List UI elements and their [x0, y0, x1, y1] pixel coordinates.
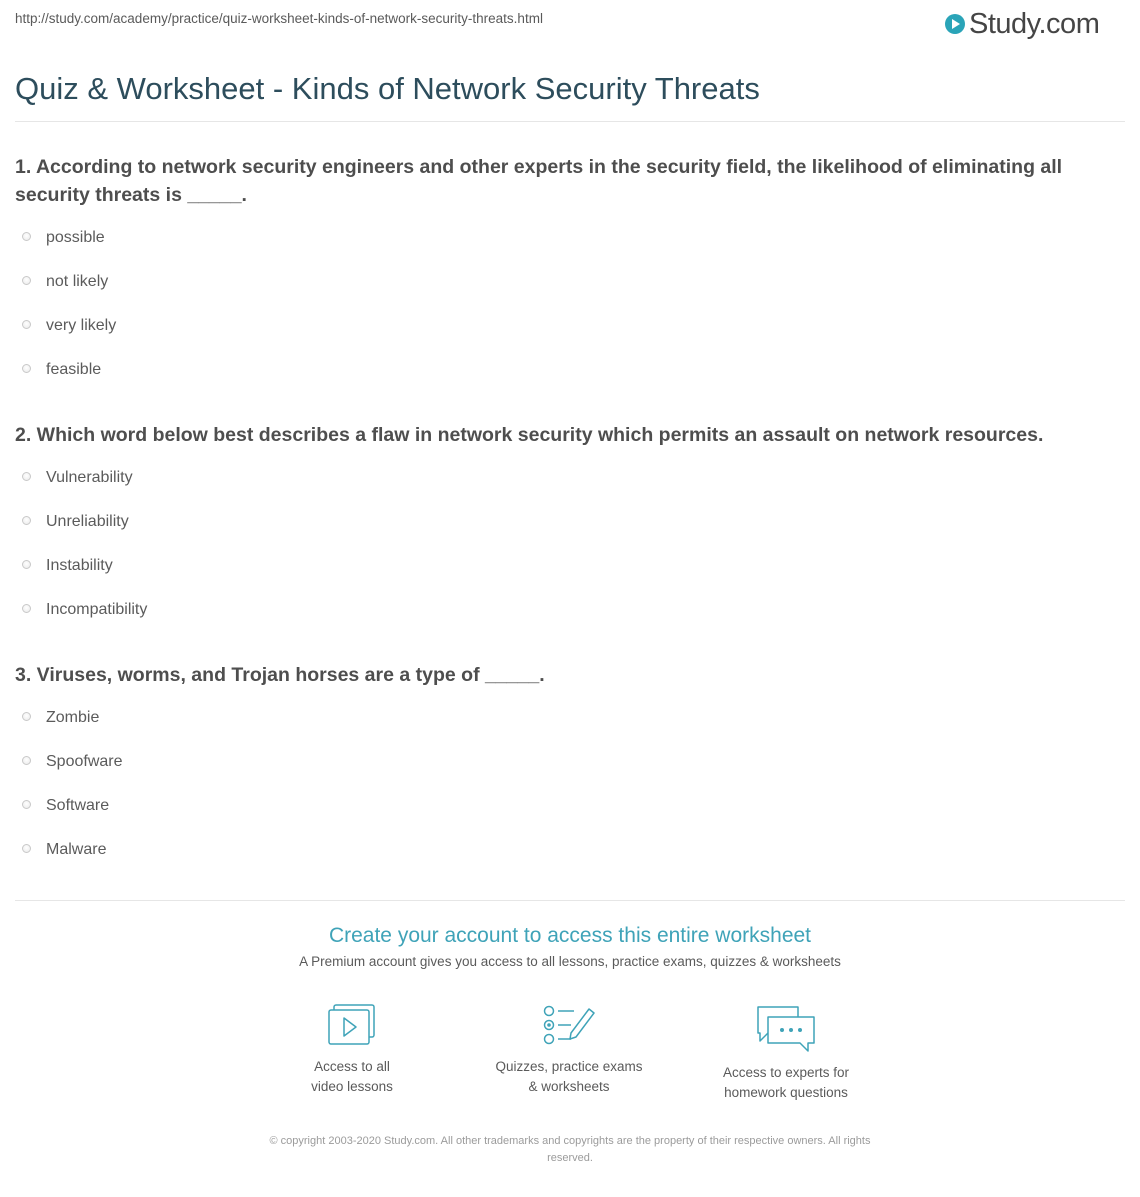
option-q1-b[interactable]	[22, 271, 108, 293]
cta-title-link[interactable]: Create your account to access this entire worksheet	[328, 924, 812, 947]
feature-video-lessons	[242, 1003, 462, 1097]
option-q1-a[interactable]	[22, 227, 105, 249]
logo-text: Study.com	[969, 8, 1100, 40]
feature-label: Access to all video lessons	[311, 1059, 393, 1094]
option-q3-a[interactable]	[22, 707, 99, 729]
page-title: Quiz & Worksheet - Kinds of Network Security Threats	[15, 71, 760, 106]
option-label: not likely	[46, 273, 109, 290]
cta-subtitle: A Premium account gives you access to all lessons, practice exams, quizzes & worksheets	[299, 954, 841, 969]
option-label: Zombie	[46, 709, 100, 726]
option-q3-d[interactable]	[22, 839, 106, 861]
option-label: possible	[46, 229, 105, 246]
option-label: Unreliability	[46, 513, 129, 530]
radio-button[interactable]	[22, 320, 31, 329]
option-q3-b[interactable]	[22, 751, 123, 773]
radio-button[interactable]	[22, 364, 31, 373]
option-q1-d[interactable]	[22, 359, 101, 381]
option-q2-b[interactable]	[22, 511, 129, 533]
option-q1-c[interactable]	[22, 315, 116, 337]
option-label: Software	[46, 797, 110, 814]
question-2: 2. Which word below best describes a flaw in network security which permits an assault on network resources.	[15, 424, 1044, 446]
question-3: 3. Viruses, worms, and Trojan horses are a type of _____.	[15, 664, 545, 686]
radio-button[interactable]	[22, 472, 31, 481]
feature-experts	[676, 1003, 896, 1103]
option-label: Incompatibility	[46, 601, 148, 618]
feature-label: Access to experts for homework questions	[722, 1065, 850, 1100]
study-logo[interactable]	[944, 8, 1099, 40]
option-label: Instability	[46, 557, 113, 574]
option-label: Spoofware	[46, 753, 123, 770]
radio-button[interactable]	[22, 712, 31, 721]
option-q3-c[interactable]	[22, 795, 109, 817]
option-q2-c[interactable]	[22, 555, 113, 577]
option-q2-a[interactable]	[22, 467, 133, 489]
radio-button[interactable]	[22, 232, 31, 241]
quiz-checklist-icon	[541, 1003, 597, 1049]
page-url: http://study.com/academy/practice/quiz-worksheet-kinds-of-network-security-threats.html	[15, 11, 543, 26]
feature-label: Quizzes, practice exams & worksheets	[495, 1059, 643, 1094]
play-logo-icon	[944, 13, 966, 35]
radio-button[interactable]	[22, 276, 31, 285]
option-label: Vulnerability	[46, 469, 133, 486]
option-label: feasible	[46, 361, 102, 378]
radio-button[interactable]	[22, 516, 31, 525]
divider	[15, 121, 1125, 122]
option-label: very likely	[46, 317, 117, 334]
question-1: 1. According to network security engineers and other experts in the security field, the likelihood of eliminating all security threats is _____.	[15, 156, 1063, 206]
option-q2-d[interactable]	[22, 599, 147, 621]
option-label: Malware	[46, 841, 107, 858]
chat-experts-icon	[754, 1003, 818, 1055]
copyright-footer: © copyright 2003-2020 Study.com. All other trademarks and copyrights are the property of their respective owners. All rights reserved.	[269, 1135, 871, 1164]
radio-button[interactable]	[22, 560, 31, 569]
radio-button[interactable]	[22, 844, 31, 853]
radio-button[interactable]	[22, 800, 31, 809]
radio-button[interactable]	[22, 756, 31, 765]
divider	[15, 900, 1125, 901]
radio-button[interactable]	[22, 604, 31, 613]
video-lessons-icon	[326, 1003, 378, 1049]
feature-quizzes	[459, 1003, 679, 1097]
